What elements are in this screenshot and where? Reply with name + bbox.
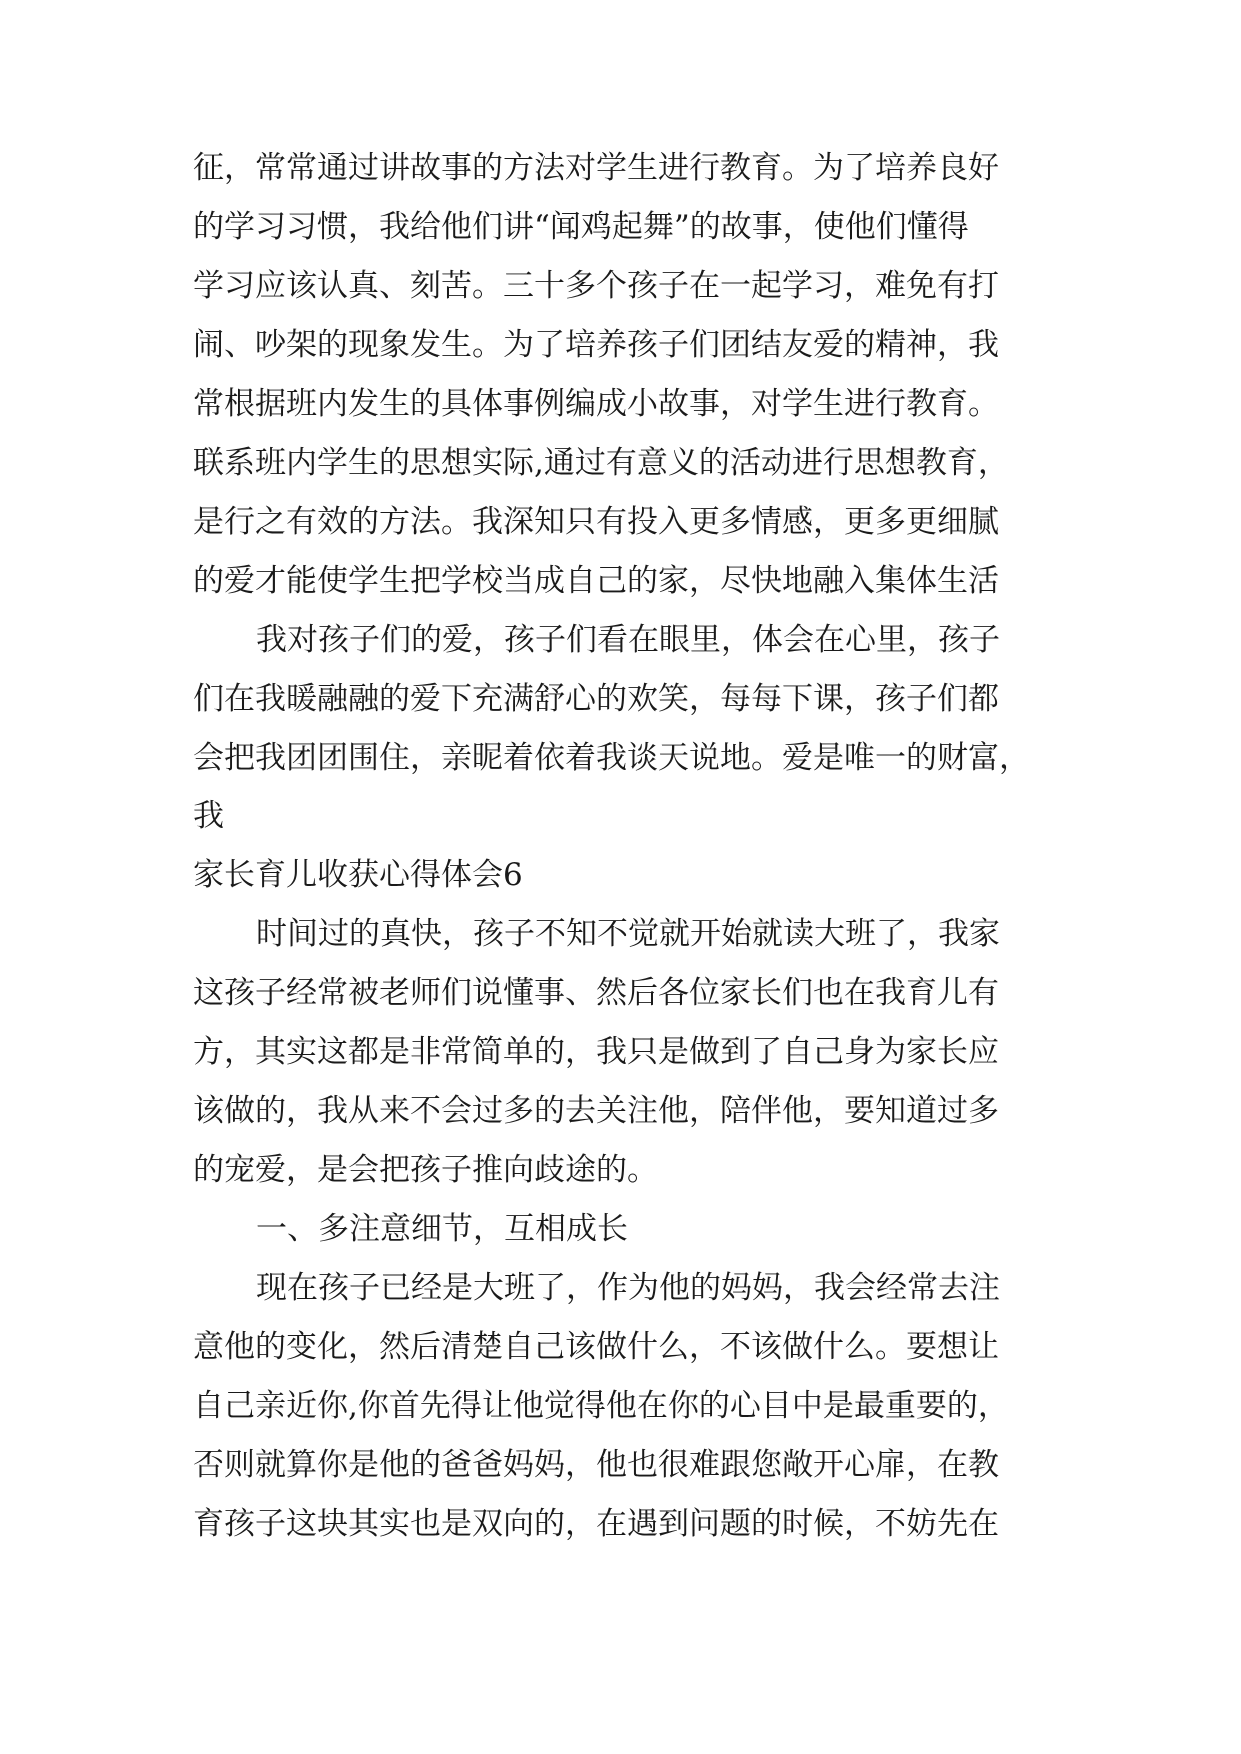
section-heading: 家长育儿收获心得体会6 bbox=[193, 857, 523, 893]
paragraph-start-line: 时间过的真快，孩子不知不觉就开始就读大班了，我家 bbox=[256, 916, 1000, 952]
text-line-2: 的学习习惯，我给他们讲“闻鸡起舞”的故事，使他们懂得 bbox=[193, 209, 969, 245]
text-line-21: 意他的变化，然后清楚自己该做什么，不该做什么。要想让 bbox=[193, 1329, 999, 1365]
text-line-16: 方，其实这都是非常简单的，我只是做到了自己身为家长应 bbox=[193, 1034, 999, 1070]
text-line-4: 闹、吵架的现象发生。为了培养孩子们团结友爱的精神，我 bbox=[193, 327, 999, 363]
text-line-12: 我 bbox=[193, 798, 224, 834]
text-line-24: 育孩子这块其实也是双向的，在遇到问题的时候，不妨先在 bbox=[193, 1506, 999, 1542]
text-line-3: 学习应该认真、刻苦。三十多个孩子在一起学习，难免有打 bbox=[193, 268, 999, 304]
subheading: 一、多注意细节，互相成长 bbox=[256, 1211, 628, 1247]
text-line-22: 自己亲近你,你首先得让他觉得他在你的心目中是最重要的， bbox=[193, 1388, 1009, 1424]
text-line-11: 会把我团团围住，亲昵着依着我谈天说地。爱是唯一的财富， bbox=[193, 740, 1030, 776]
text-line-5: 常根据班内发生的具体事例编成小故事，对学生进行教育。 bbox=[193, 386, 999, 422]
text-line-23: 否则就算你是他的爸爸妈妈，他也很难跟您敞开心扉，在教 bbox=[193, 1447, 999, 1483]
paragraph-start-line: 我对孩子们的爱，孩子们看在眼里，体会在心里，孩子 bbox=[256, 622, 1000, 658]
text-line-10: 们在我暖融融的爱下充满舒心的欢笑，每每下课，孩子们都 bbox=[193, 681, 999, 717]
text-line-17: 该做的，我从来不会过多的去关注他，陪伴他，要知道过多 bbox=[193, 1093, 999, 1129]
text-line-7: 是行之有效的方法。我深知只有投入更多情感，更多更细腻 bbox=[193, 504, 999, 540]
text-line-15: 这孩子经常被老师们说懂事、然后各位家长们也在我育儿有 bbox=[193, 975, 999, 1011]
text-line-8: 的爱才能使学生把学校当成自己的家，尽快地融入集体生活 bbox=[193, 563, 999, 599]
text-line-1: 征，常常通过讲故事的方法对学生进行教育。为了培养良好 bbox=[193, 150, 999, 186]
paragraph-start-line: 现在孩子已经是大班了，作为他的妈妈，我会经常去注 bbox=[256, 1270, 1000, 1306]
text-line-6: 联系班内学生的思想实际,通过有意义的活动进行思想教育， bbox=[193, 445, 1009, 481]
text-line-18: 的宠爱，是会把孩子推向歧途的。 bbox=[193, 1152, 658, 1188]
